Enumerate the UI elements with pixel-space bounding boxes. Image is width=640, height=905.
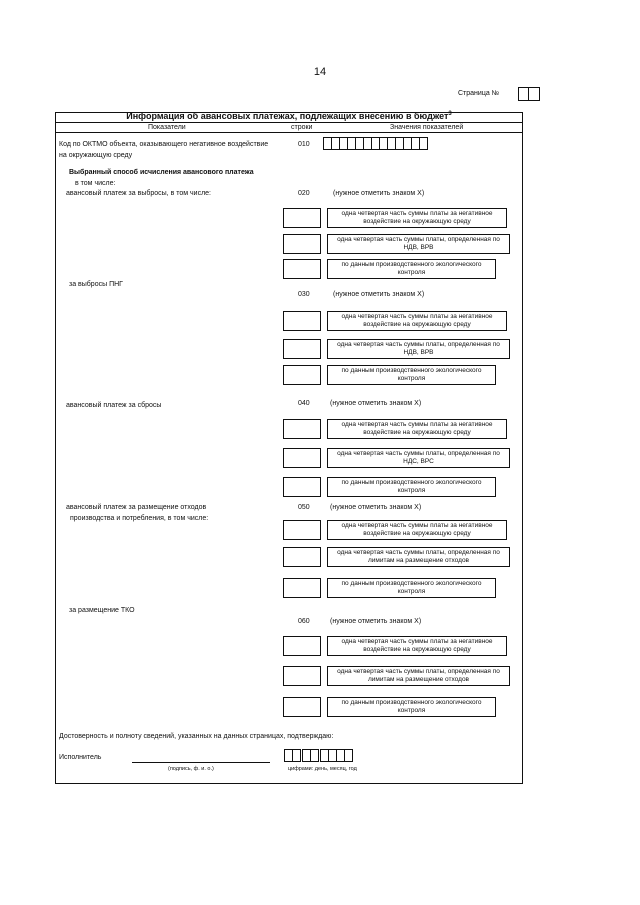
oktmo-cell[interactable] bbox=[419, 137, 428, 150]
executor-label: Исполнитель bbox=[59, 754, 102, 761]
section-label-line2: производства и потребления, в том числе: bbox=[70, 515, 209, 522]
option-checkbox[interactable] bbox=[283, 259, 321, 279]
section-label: авансовый платеж за сбросы bbox=[66, 402, 162, 409]
form-title-text: Информация об авансовых платежах, подлежащих внесению в бюджет bbox=[126, 111, 449, 121]
title-footnote: 3 bbox=[448, 111, 452, 117]
option-label: одна четвертая часть суммы платы за негативное воздействие на окружающую среду bbox=[327, 636, 507, 656]
date-cell[interactable] bbox=[344, 749, 353, 762]
method-heading: Выбранный способ исчисления авансового платежа bbox=[69, 169, 254, 176]
title-divider bbox=[55, 122, 523, 123]
section-line-code: 050 bbox=[298, 504, 310, 511]
mark-note: (нужное отметить знаком X) bbox=[330, 618, 422, 625]
form-title bbox=[55, 111, 523, 121]
option-checkbox[interactable] bbox=[283, 547, 321, 567]
option-label: одна четвертая часть суммы платы, определенная по НДС, ВРС bbox=[327, 448, 510, 468]
option-checkbox[interactable] bbox=[283, 636, 321, 656]
option-label: по данным производственного экологического контроля bbox=[327, 697, 496, 717]
signature-caption: (подпись, ф. и. о.) bbox=[168, 766, 214, 772]
method-subheading: в том числе: bbox=[75, 180, 116, 187]
option-checkbox[interactable] bbox=[283, 365, 321, 385]
mark-note: (нужное отметить знаком X) bbox=[330, 504, 422, 511]
column-header-values: Значения показателей bbox=[390, 124, 464, 131]
mark-note: (нужное отметить знаком X) bbox=[330, 400, 422, 407]
option-checkbox[interactable] bbox=[283, 339, 321, 359]
option-checkbox[interactable] bbox=[283, 697, 321, 717]
oktmo-code-cells[interactable] bbox=[323, 137, 428, 150]
option-checkbox[interactable] bbox=[283, 520, 321, 540]
mark-note: (нужное отметить знаком X) bbox=[333, 190, 425, 197]
option-checkbox[interactable] bbox=[283, 419, 321, 439]
date-cells[interactable] bbox=[284, 749, 353, 762]
option-checkbox[interactable] bbox=[283, 578, 321, 598]
option-checkbox[interactable] bbox=[283, 311, 321, 331]
option-label: по данным производственного экологического контроля bbox=[327, 477, 496, 497]
option-checkbox[interactable] bbox=[283, 234, 321, 254]
option-label: одна четвертая часть суммы платы за негативное воздействие на окружающую среду bbox=[327, 311, 507, 331]
confirmation-text: Достоверность и полноту сведений, указанных на данных страницах, подтверждаю: bbox=[59, 733, 334, 740]
page-number: 14 bbox=[313, 66, 327, 78]
column-header-indicators: Показатели bbox=[148, 124, 186, 131]
section-line-code: 030 bbox=[298, 291, 310, 298]
oktmo-line-code: 010 bbox=[298, 141, 310, 148]
option-checkbox[interactable] bbox=[283, 448, 321, 468]
option-label: одна четвертая часть суммы платы за негативное воздействие на окружающую среду bbox=[327, 419, 507, 439]
header-divider bbox=[55, 132, 523, 133]
column-header-line: строки bbox=[291, 124, 313, 131]
page-number-box[interactable] bbox=[518, 87, 540, 101]
page-number-label: Страница № bbox=[458, 90, 500, 97]
section-line-code: 060 bbox=[298, 618, 310, 625]
option-label: по данным производственного экологического контроля bbox=[327, 259, 496, 279]
option-label: одна четвертая часть суммы платы, определенная по лимитам на размещение отходов bbox=[327, 547, 510, 567]
section-line-code: 020 bbox=[298, 190, 310, 197]
section-label: авансовый платеж за выбросы, в том числе: bbox=[66, 190, 211, 197]
date-caption: цифрами: день, месяц, год bbox=[288, 766, 357, 772]
option-label: одна четвертая часть суммы платы, определенная по лимитам на размещение отходов bbox=[327, 666, 510, 686]
section-label: авансовый платеж за размещение отходов bbox=[66, 504, 207, 511]
oktmo-label-line2: на окружающую среду bbox=[59, 152, 133, 159]
option-label: одна четвертая часть суммы платы, определенная по НДВ, ВРВ bbox=[327, 234, 510, 254]
option-label: одна четвертая часть суммы платы, определенная по НДВ, ВРВ bbox=[327, 339, 510, 359]
section-label: за размещение ТКО bbox=[69, 607, 135, 614]
option-label: одна четвертая часть суммы платы за негативное воздействие на окружающую среду bbox=[327, 208, 507, 228]
oktmo-label-line1: Код по ОКТМО объекта, оказывающего негативное воздействие bbox=[59, 141, 269, 148]
option-checkbox[interactable] bbox=[283, 477, 321, 497]
signature-line[interactable] bbox=[132, 762, 270, 763]
mark-note: (нужное отметить знаком X) bbox=[333, 291, 425, 298]
option-label: одна четвертая часть суммы платы за негативное воздействие на окружающую среду bbox=[327, 520, 507, 540]
section-label: за выбросы ПНГ bbox=[69, 281, 123, 288]
option-label: по данным производственного экологического контроля bbox=[327, 578, 496, 598]
option-checkbox[interactable] bbox=[283, 208, 321, 228]
option-label: по данным производственного экологического контроля bbox=[327, 365, 496, 385]
section-line-code: 040 bbox=[298, 400, 310, 407]
option-checkbox[interactable] bbox=[283, 666, 321, 686]
